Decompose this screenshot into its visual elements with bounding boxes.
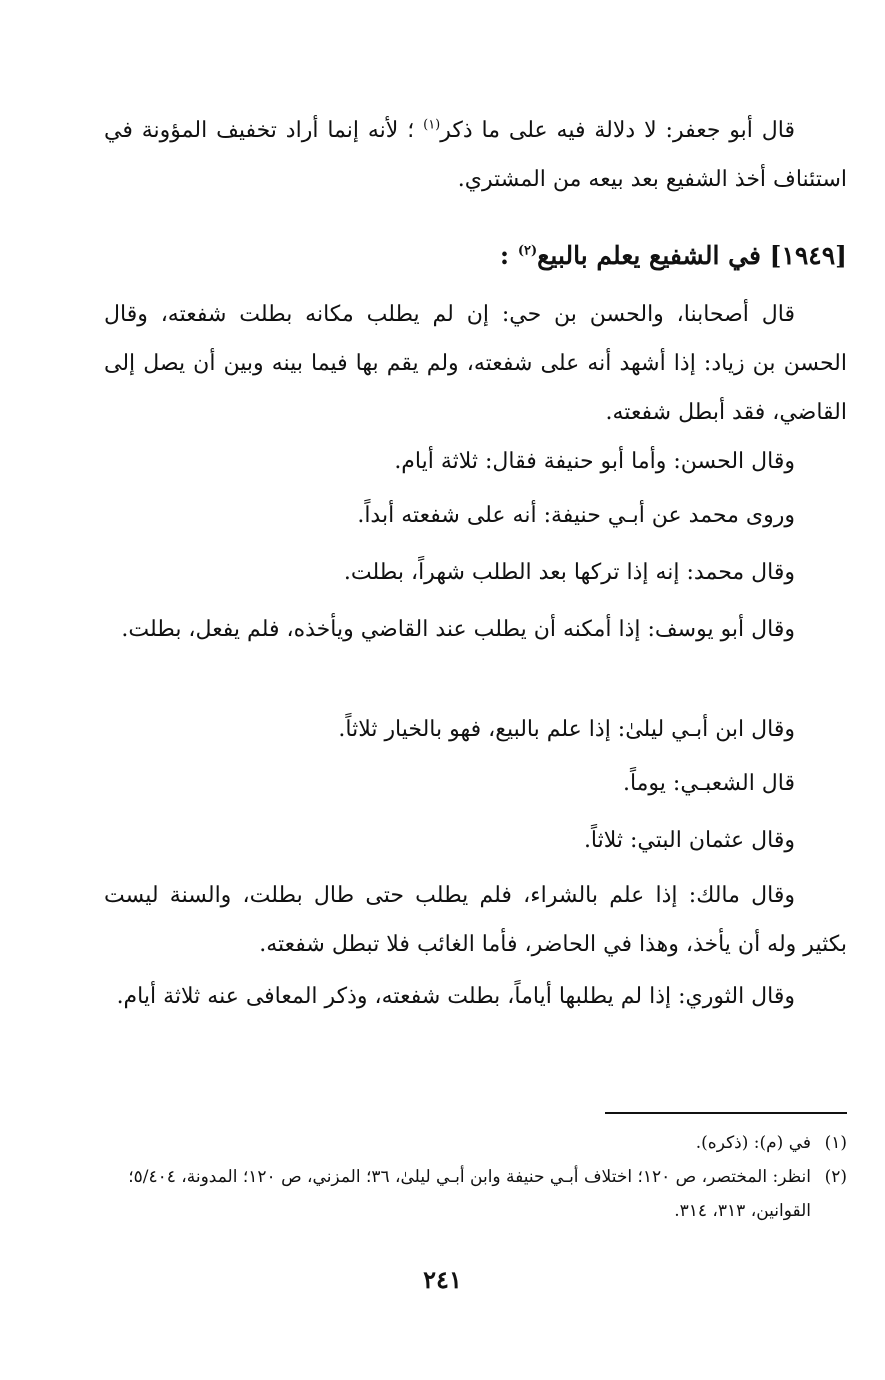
footnote-2-body — [97, 1160, 847, 1228]
paragraph-abu-yusuf: وقال أبو يوسف: إذا أمكنه أن يطلب عند القاضي ويأخذه، فلم يفعل، بطلت. — [121, 617, 795, 642]
paragraph-text-continued: ؛ لأنه إنما أراد تخفيف المؤونة في استئناف أخذ الشفيع بعد بيعه من المشتري. — [104, 118, 847, 192]
footnote-text: في (م): (ذكره). — [695, 1133, 811, 1153]
section-heading-colon: : — [499, 241, 518, 270]
paragraph-abu-jafar — [104, 106, 847, 204]
paragraph-text: قال أبو جعفر: لا دلالة فيه على ما ذكر — [440, 118, 795, 143]
paragraph-malik: وقال مالك: إذا علم بالشراء، فلم يطلب حتى طال بطلت، والسنة ليست بكثير وله أن يأخذ، وهذا في الحاضر، فأما الغائب فلا تبطل شفعته. — [104, 883, 847, 957]
paragraph-thawri: وقال الثوري: إذا لم يطلبها أياماً، بطلت شفعته، وذكر المعافى عنه ثلاثة أيام. — [116, 984, 795, 1009]
footnote-text: انظر: المختصر، ص ١٢٠؛ اختلاف أبـي حنيفة وابن أبـي ليلىٰ، ٣٦؛ المزني، ص ١٢٠؛ المدونة، ٥/٤٠٤؛ القوانين، ٣١٣، ٣١٤. — [128, 1167, 811, 1221]
paragraph-muhammad-riwaya: وروى محمد عن أبـي حنيفة: أنه على شفعته أبداً. — [357, 503, 795, 528]
footnote-ref-1[interactable]: (١) — [423, 117, 441, 133]
paragraph-uthman-batti: وقال عثمان البتي: ثلاثاً. — [583, 828, 795, 853]
footnote-number: (٢) — [824, 1167, 847, 1187]
footnote-1 — [97, 1126, 847, 1160]
paragraph-ashabuna: قال أصحابنا، والحسن بن حي: إن لم يطلب مكانه بطلت شفعته، وقال الحسن بن زياد: إذا أشهد أنه على شفعته، ولم يقم بها فيما بينه وبين أن يصل إلى القاضي، فقد أبطل شفعته. — [104, 302, 847, 425]
footnote-2 — [97, 1160, 847, 1228]
section-heading-title: [١٩٤٩] في الشفيع يعلم بالبيع — [537, 241, 847, 270]
paragraph-shabi: قال الشعبـي: يوماً. — [622, 771, 795, 796]
footnote-number: (١) — [824, 1133, 847, 1153]
page-number: ٢٤١ — [423, 1265, 462, 1294]
footnote-separator — [605, 1112, 847, 1114]
paragraph-muhammad: وقال محمد: إنه إذا تركها بعد الطلب شهراً، بطلت. — [343, 560, 795, 585]
footnote-ref-2[interactable]: (٢) — [517, 243, 538, 259]
paragraph-ibn-abi-layla: وقال ابن أبـي ليلىٰ: إذا علم بالبيع، فهو بالخيار ثلاثاً. — [338, 717, 795, 742]
paragraph-hasan: وقال الحسن: وأما أبو حنيفة فقال: ثلاثة أيام. — [394, 449, 795, 474]
section-heading — [104, 236, 847, 276]
